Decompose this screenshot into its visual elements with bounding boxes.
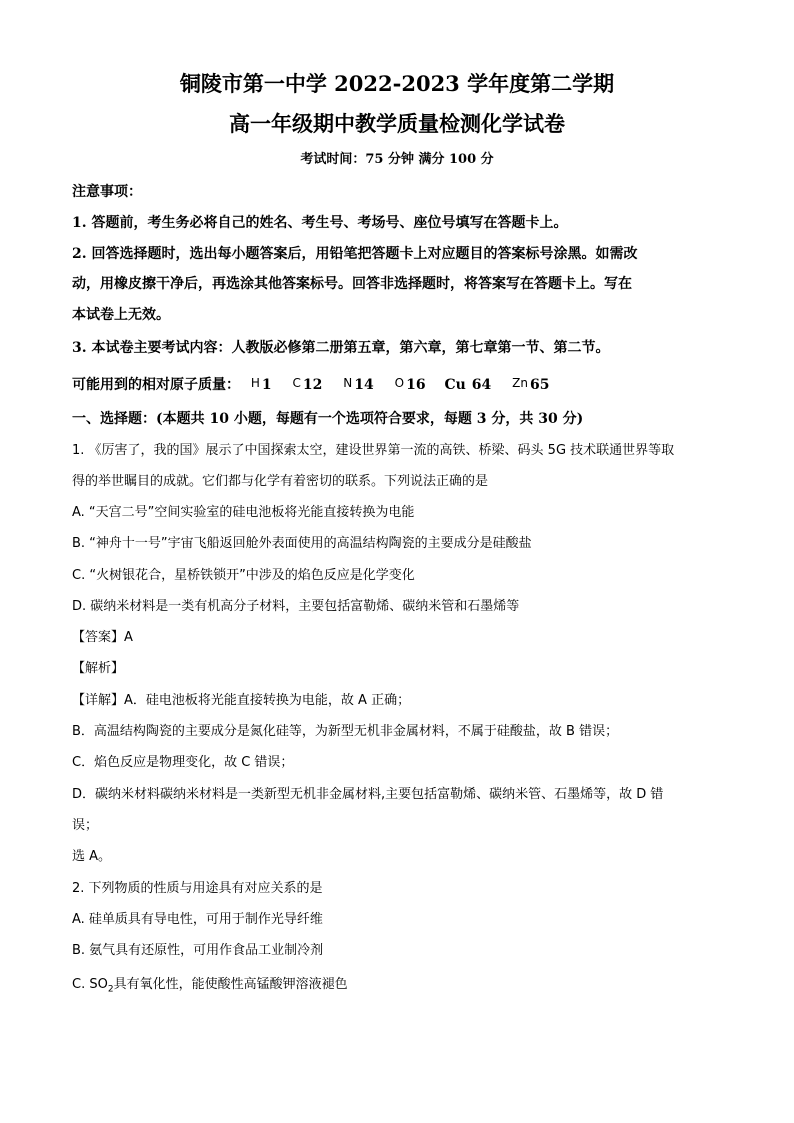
q2-option-b: B. 氨气具有还原性，可用作食品工业制冷剂 — [72, 943, 324, 958]
element-mass: 65 — [529, 377, 550, 393]
element-symbol: C — [292, 376, 301, 390]
q2-stem: 2. 下列物质的性质与用途具有对应关系的是 — [72, 881, 323, 896]
q2-option-c-suffix: 具有氧化性，能使酸性高锰酸钾溶液褪色 — [113, 977, 348, 992]
notice-item-1: 1. 答题前，考生务必将自己的姓名、考生号、考场号、座位号填写在答题卡上。 — [72, 215, 568, 231]
element-symbol: Zn — [512, 376, 528, 390]
element-mass: 64 — [471, 377, 492, 393]
q2-option-a: A. 硅单质具有导电性，可用于制作光导纤维 — [72, 912, 323, 927]
element-symbol: O — [394, 376, 405, 390]
notice-item-2-cont: 动，用橡皮擦干净后，再选涂其他答案标号。回答非选择题时，将答案写在答题卡上。写在 — [72, 276, 632, 292]
q1-detail-d-line2: 误； — [72, 818, 99, 833]
q1-stem-line2: 得的举世瞩目的成就。它们都与化学有着密切的联系。下列说法正确的是 — [72, 474, 489, 489]
notice-item-3: 3. 本试卷主要考试内容：人教版必修第二册第五章，第六章，第七章第一节、第二节。 — [72, 340, 610, 356]
notice-item-2-end: 本试卷上无效。 — [72, 307, 170, 323]
q1-option-b: B. “神舟十一号”宇宙飞船返回舱外表面使用的高温结构陶瓷的主要成分是硅酸盐 — [72, 536, 532, 551]
answer-value: A — [124, 630, 133, 645]
atomic-mass-line — [72, 373, 722, 395]
q1-analysis-tag: 【解析】 — [72, 661, 125, 676]
q1-option-a: A. “天宫二号”空间实验室的硅电池板将光能直接转换为电能 — [72, 505, 415, 520]
atomic-mass-label: 可能用到的相对原子质量： — [72, 377, 240, 393]
element-mass: 12 — [302, 377, 323, 393]
q1-detail-b: B．高温结构陶瓷的主要成分是氮化硅等，为新型无机非金属材料，不属于硅酸盐，故 B 错误； — [72, 724, 619, 739]
element-mass: 16 — [406, 377, 426, 393]
exam-title-line1: 铜陵市第一中学 2022-2023 学年度第二学期 — [179, 71, 615, 96]
q1-answer-line — [72, 628, 722, 648]
q1-detail-c: C．焰色反应是物理变化，故 C 错误； — [72, 755, 294, 770]
q1-detail-d-line1: D．碳纳米材料碳纳米材料是一类新型无机非金属材料,主要包括富勒烯、碳纳米管、石墨烯等，故 D 错 — [72, 787, 664, 802]
detail-a: A．硅电池板将光能直接转换为电能，故 A 正确； — [124, 693, 411, 708]
element-symbol: N — [343, 376, 353, 390]
q2-option-c-subscript: 2 — [107, 984, 114, 995]
answer-tag: 【答案】 — [72, 630, 125, 645]
notice-item-2: 2. 回答选择题时，选出每小题答案后，用铅笔把答题卡上对应题目的答案标号涂黑。如需改 — [72, 246, 638, 262]
element-symbol: Cu — [444, 377, 466, 393]
element-mass: 14 — [354, 377, 374, 393]
q1-option-d: D. 碳纳米材料是一类有机高分子材料，主要包括富勒烯、碳纳米管和石墨烯等 — [72, 599, 520, 614]
notice-heading: 注意事项： — [72, 184, 142, 200]
section1-heading: 一、选择题：(本题共 10 小题，每题有一个选项符合要求，每题 3 分，共 30 分) — [72, 411, 584, 427]
q1-conclusion: 选 A。 — [72, 849, 112, 864]
element-mass: 1 — [261, 377, 272, 393]
exam-info: 考试时间：75 分钟 满分 100 分 — [300, 152, 494, 167]
q2-option-c — [72, 975, 722, 1000]
q1-detail-a-line — [72, 691, 722, 711]
exam-title-line2: 高一年级期中教学质量检测化学试卷 — [229, 111, 565, 136]
element-symbol: H — [250, 376, 260, 390]
q1-stem-line1: 1. 《厉害了，我的国》展示了中国探索太空，建设世界第一流的高铁、桥梁、码头 5G 技术联通世界等取 — [72, 443, 675, 458]
q2-option-c-prefix: C. SO — [72, 977, 108, 992]
q1-option-c: C. “火树银花合，星桥铁锁开”中涉及的焰色反应是化学变化 — [72, 568, 415, 583]
detail-tag: 【详解】 — [72, 693, 125, 708]
